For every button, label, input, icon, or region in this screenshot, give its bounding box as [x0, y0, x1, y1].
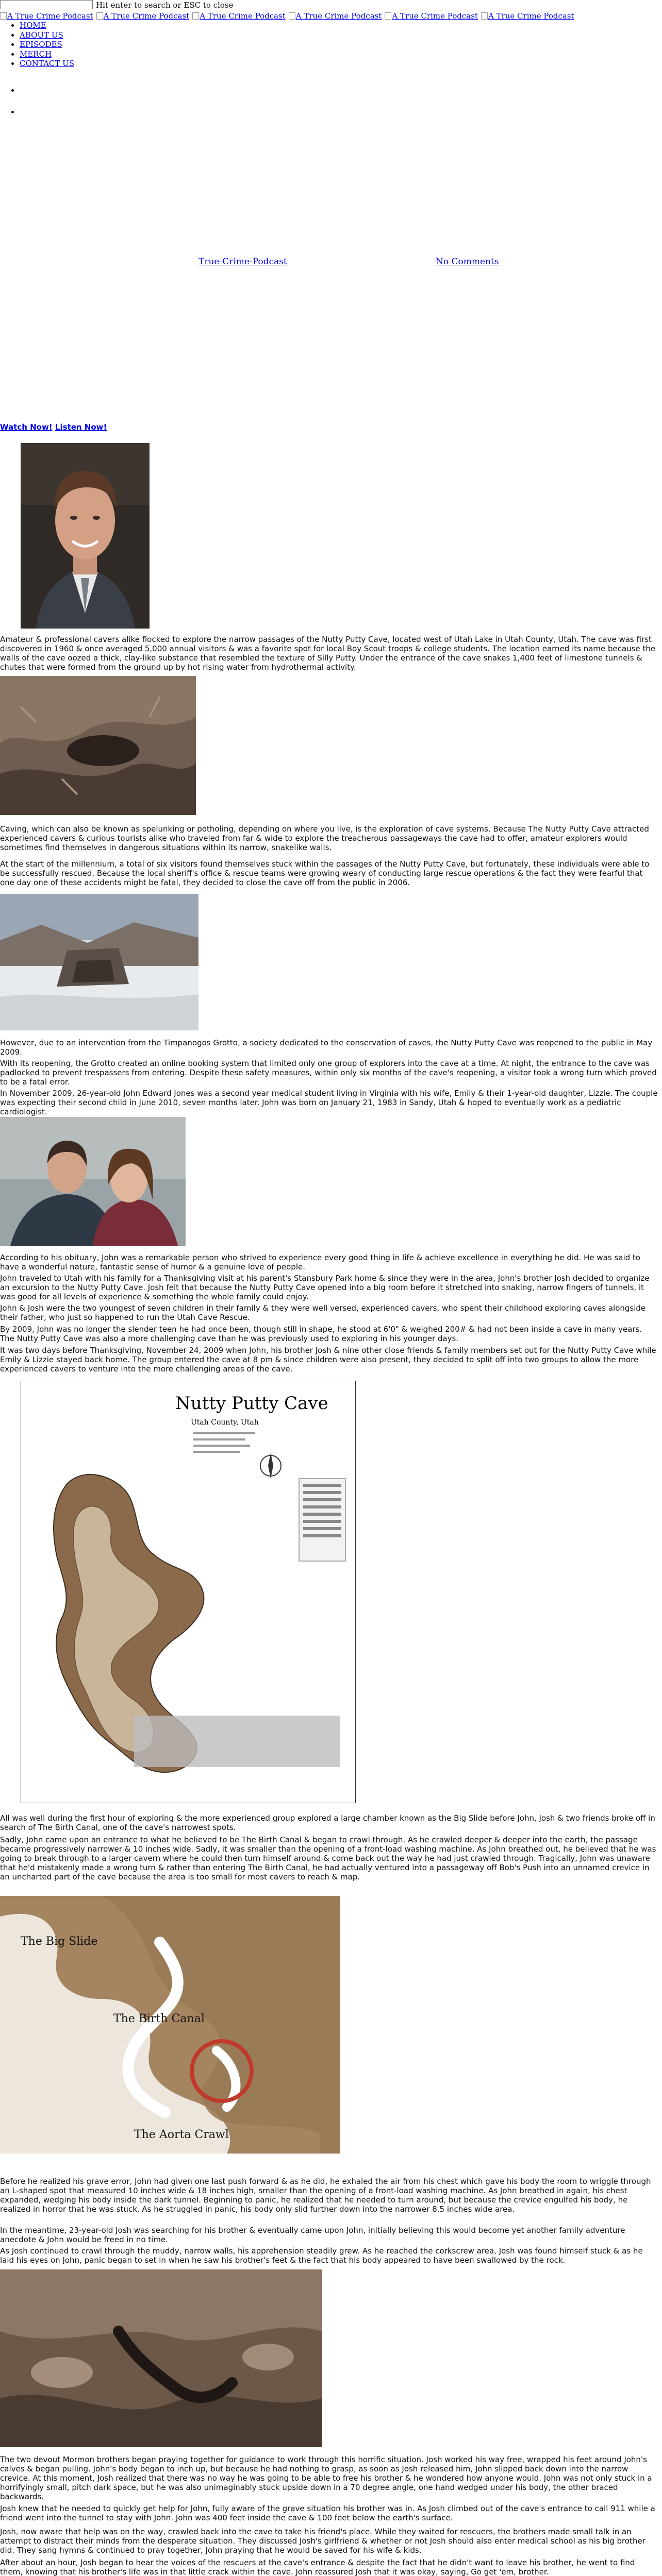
article-paragraph: All was well during the first hour of exploring & the more experienced group explored a large chamber known as the Big Slide before John, Josh & two friends broke off in search of The Birth Canal, one of the cave's narrowest spots. — [0, 1814, 655, 1832]
article-paragraph: In the meantime, 23-year-old Josh was searching for his brother & eventually came upon John, initially believing this would become yet another family adventure anecdote & John would be freed in no time. — [0, 2226, 625, 2244]
search-hint: Hit enter to search or ESC to close — [96, 1, 234, 10]
nav-link-home[interactable]: HOME — [20, 21, 46, 30]
article-paragraph: Before he realized his grave error, John had given one last push forward & as he did, he exhaled the air from his chest which gave his body the room to wriggle through an L-shaped spot that measured 10 inches wide & 18 inches high, smaller than the opening of a front-load washing machine. As John breathed in again, his chest expanded, wedging his body inside the dark tunnel. Beginning to panic, he realized that he needed to turn around, but because the crevice engulfed his body, he realized in horror that he was stuck. As he struggled in panic, his body only slid further down into the narrower 8.5 inches wide area. — [0, 2177, 651, 2214]
portrait-photo — [21, 443, 150, 629]
logo-image-icon — [289, 12, 295, 20]
nav-item-contact — [20, 59, 74, 69]
article-paragraph: Amateur & professional cavers alike flocked to explore the narrow passages of the Nutty Putty Cave, located west of Utah Lake in Utah County, Utah. The cave was first discovered in 1960 & once averaged 5,000 annual visitors & was a favorite spot for local Boy Scout troops & college students. The location earned its name because the walls of the cave oozed a thick, clay-like substance that resembled the texture of Silly Putty. Under the entrance of the cave snakes 1,400 feet of limestone tunnels & chutes that were formed from the ground up by hot rising water from hydrothermal activity. — [0, 635, 656, 672]
logo-image-icon — [481, 12, 488, 20]
label-birth-canal: The Birth Canal — [113, 2012, 205, 2025]
logo-links — [0, 11, 577, 21]
watch-listen-links — [0, 422, 107, 432]
logo-image-icon — [0, 12, 7, 20]
article-paragraph: Caving, which can also be known as spelunking or potholing, depending on where you live, is the exploration of cave systems. Because The Nutty Putty Cave attracted experienced cavers & curious tourists alike who traveled from far & wide to explore the treacherous passageways the cave had to offer, amateur explorers would sometimes find themselves in dangerous situations within its narrow, snakelike walls. — [0, 824, 649, 852]
article-paragraph: After about an hour, Josh began to hear the voices of the rescuers at the cave's entrance & despite the fact that he didn't want to leave his brother, he went to find them, knowing that his brother's life was in that little crack within the cave. John reassured Josh that it was okay, saying, Go get 'em, brother. — [0, 2558, 635, 2576]
article-paragraph: Josh knew that he needed to quickly get help for John, fully aware of the grave situation his brother was in. As Josh climbed out of the cave's entrance to call 911 while a friend went into the tunnel to stay with John. John was 400 feet inside the cave & 100 feet below the earth's surface. — [0, 2504, 655, 2522]
listen-now-link[interactable]: Listen Now! — [55, 422, 107, 432]
watch-now-link[interactable]: Watch Now! — [0, 422, 53, 432]
article-paragraph: With its reopening, the Grotto created an online booking system that limited only one group of explorers into the cave at a time. At night, the entrance to the cave was padlocked to prevent trespassers from entering. Despite these safety measures, within only six months of the cave's reopening, a visitor took a wrong turn which proved to be a fatal error. — [0, 1059, 657, 1087]
article-paragraph: John traveled to Utah with his family for a Thanksgiving visit at his parent's Stansbury Park home & since they were in the area, John's brother Josh decided to organize an excursion to the Nutty Putty Cave. Josh felt that because the Nutty Putty Cave opened into a big room before it stretched into snaking, narrow fingers of tunnels, it was good for all levels of experience & something the whole family could enjoy. — [0, 1274, 650, 1301]
nav-item-merch — [20, 49, 74, 59]
logo-link[interactable]: A True Crime Podcast — [385, 11, 478, 21]
nav-link-contact[interactable]: CONTACT US — [20, 59, 75, 68]
cave-map-subtitle: Utah County, Utah — [191, 1418, 259, 1427]
logo-link[interactable]: A True Crime Podcast — [96, 11, 190, 21]
social-list — [0, 86, 20, 129]
nav-item-home — [20, 21, 74, 30]
article-paragraph: As Josh continued to crawl through the muddy, narrow walls, his apprehension steadily grew. As he reached the corkscrew area, Josh was found himself stuck & as he laid his eyes on John, panic began to set in when he saw his brother's feet & the fact that his body appeared to have been swallowed by the rock. — [0, 2246, 643, 2265]
nav-item-episodes — [20, 40, 74, 49]
search-input[interactable] — [0, 0, 93, 9]
label-big-slide: The Big Slide — [21, 1935, 98, 1948]
logo-link[interactable]: A True Crime Podcast — [0, 11, 93, 21]
nav-link-episodes[interactable]: EPISODES — [20, 40, 62, 49]
crevice-photo — [0, 2269, 322, 2447]
rescue-map — [0, 1896, 340, 2154]
article-paragraph: Josh, now aware that help was on the way, crawled back into the cave to take his friend's place. While they waited for rescuers, the brothers made small talk in an attempt to distract their minds from the desperate situation. They discussed Josh's girlfriend & whether or not Josh should also enter medical school as his big brother did. They sang hymns & continued to pray together, John praying that he would be saved for his wife & kids. — [0, 2527, 646, 2555]
nav-link-about[interactable]: ABOUT US — [20, 30, 63, 40]
article-paragraph: Sadly, John came upon an entrance to what he believed to be The Birth Canal & began to crawl through. As he crawled deeper & deeper into the earth, the passage became progressively narrower & 10 inches wide. Sadly, it was smaller than the opening of a front-load washing machine. As John breathed out, he believed that he was going to break through to a larger cavern where he could then turn himself around & come back out the way he had just crawled through. Tragically, John was unaware that he'd mistakenly made a wrong turn & rather than entering The Birth Canal, he had actually ventured into a passageway off Bob's Push into an unnamed crevice in an uncharted part of the cave because the area is too small for most cavers to reach & map. — [0, 1835, 656, 1882]
logo-image-icon — [192, 12, 199, 20]
article-paragraph: In November 2009, 26-year-old John Edward Jones was a second year medical student living in Virginia with his wife, Emily & their 1-year-old daughter, Lizzie. The couple was expecting their second child in June 2010, seven months later. John was born on January 21, 1983 in Sandy, Utah & hoped to eventually work as a pediatric cardiologist. — [0, 1089, 658, 1116]
couple-photo — [0, 1117, 186, 1246]
logo-link[interactable]: A True Crime Podcast — [289, 11, 382, 21]
nav-item-about — [20, 30, 74, 40]
article-paragraph: According to his obituary, John was a remarkable person who strived to experience every good thing in life & achieve excellence in everything he did. He was said to have a wonderful nature, fantastic sense of humor & a genuine love of people. — [0, 1253, 640, 1272]
nav-link-merch[interactable]: MERCH — [20, 49, 52, 59]
comments-link[interactable]: No Comments — [436, 257, 499, 267]
cave-entrance-photo — [0, 894, 198, 1030]
article-paragraph: By 2009, John was no longer the slender teen he had once been, though still in shape, he stood at 6'0" & weighed 200# & had not been inside a cave in many years. The Nutty Putty Cave was also a more challenging cave than he was previously used to exploring in his younger days. — [0, 1325, 642, 1343]
logo-image-icon — [96, 12, 103, 20]
article-paragraph: It was two days before Thanksgiving, November 24, 2009 when John, his brother Josh & nine other close friends & family members set out for the Nutty Putty Cave while Emily & Lizzie stayed back home. The group entered the cave at 8 pm & since children were also present, they decided to split off into two groups to allow the more experienced cavers to venture into the more challenging areas of the cave. — [0, 1346, 656, 1374]
main-nav — [0, 21, 74, 69]
article-paragraph: John & Josh were the two youngest of seven children in their family & they were well versed, experienced cavers, who spent their childhood exploring caves alongside their father, who just so happened to run the Utah Cave Rescue. — [0, 1303, 646, 1322]
article-paragraph: The two devout Mormon brothers began praying together for guidance to work through this horrific situation. Josh worked his way free, wrapped his feet around John's calves & began pulling. John's body began to inch up, but because he had nothing to grasp, as soon as Josh released him, John slipped back down into the narrow crevice. At this moment, Josh realized that there was no way he was going to be able to free his brother & he wondered how anyone would. John was not only stuck in a horrifyingly small, pitch dark space, but he was also unimaginably stuck upside down in a 70 degree angle, one hand wedged under his body, the other braced backwards. — [0, 2455, 652, 2501]
logo-link[interactable]: A True Crime Podcast — [192, 11, 286, 21]
cave-map — [21, 1381, 356, 1803]
cave-photo — [0, 676, 196, 815]
search-bar — [0, 0, 662, 11]
article-paragraph: At the start of the millennium, a total of six visitors found themselves stuck within the passages of the Nutty Putty Cave, but fortunately, these individuals were able to be successfully rescued. Because the local sheriff's office & rescue teams were growing weary of conducting large rescue operations & the fact they were fearful that one day one of these accidents might be fatal, they decided to close the cave off from the public in 2006. — [0, 859, 650, 887]
category-link[interactable]: True-Crime-Podcast — [198, 257, 287, 267]
logo-image-icon — [385, 12, 391, 20]
logo-link[interactable]: A True Crime Podcast — [481, 11, 574, 21]
article-paragraph: However, due to an intervention from the Timpanogos Grotto, a society dedicated to the conservation of caves, the Nutty Putty Cave was reopened to the public in May 2009. — [0, 1038, 653, 1057]
label-aorta-crawl: The Aorta Crawl — [134, 2128, 229, 2141]
cave-map-title: Nutty Putty Cave — [175, 1393, 328, 1414]
